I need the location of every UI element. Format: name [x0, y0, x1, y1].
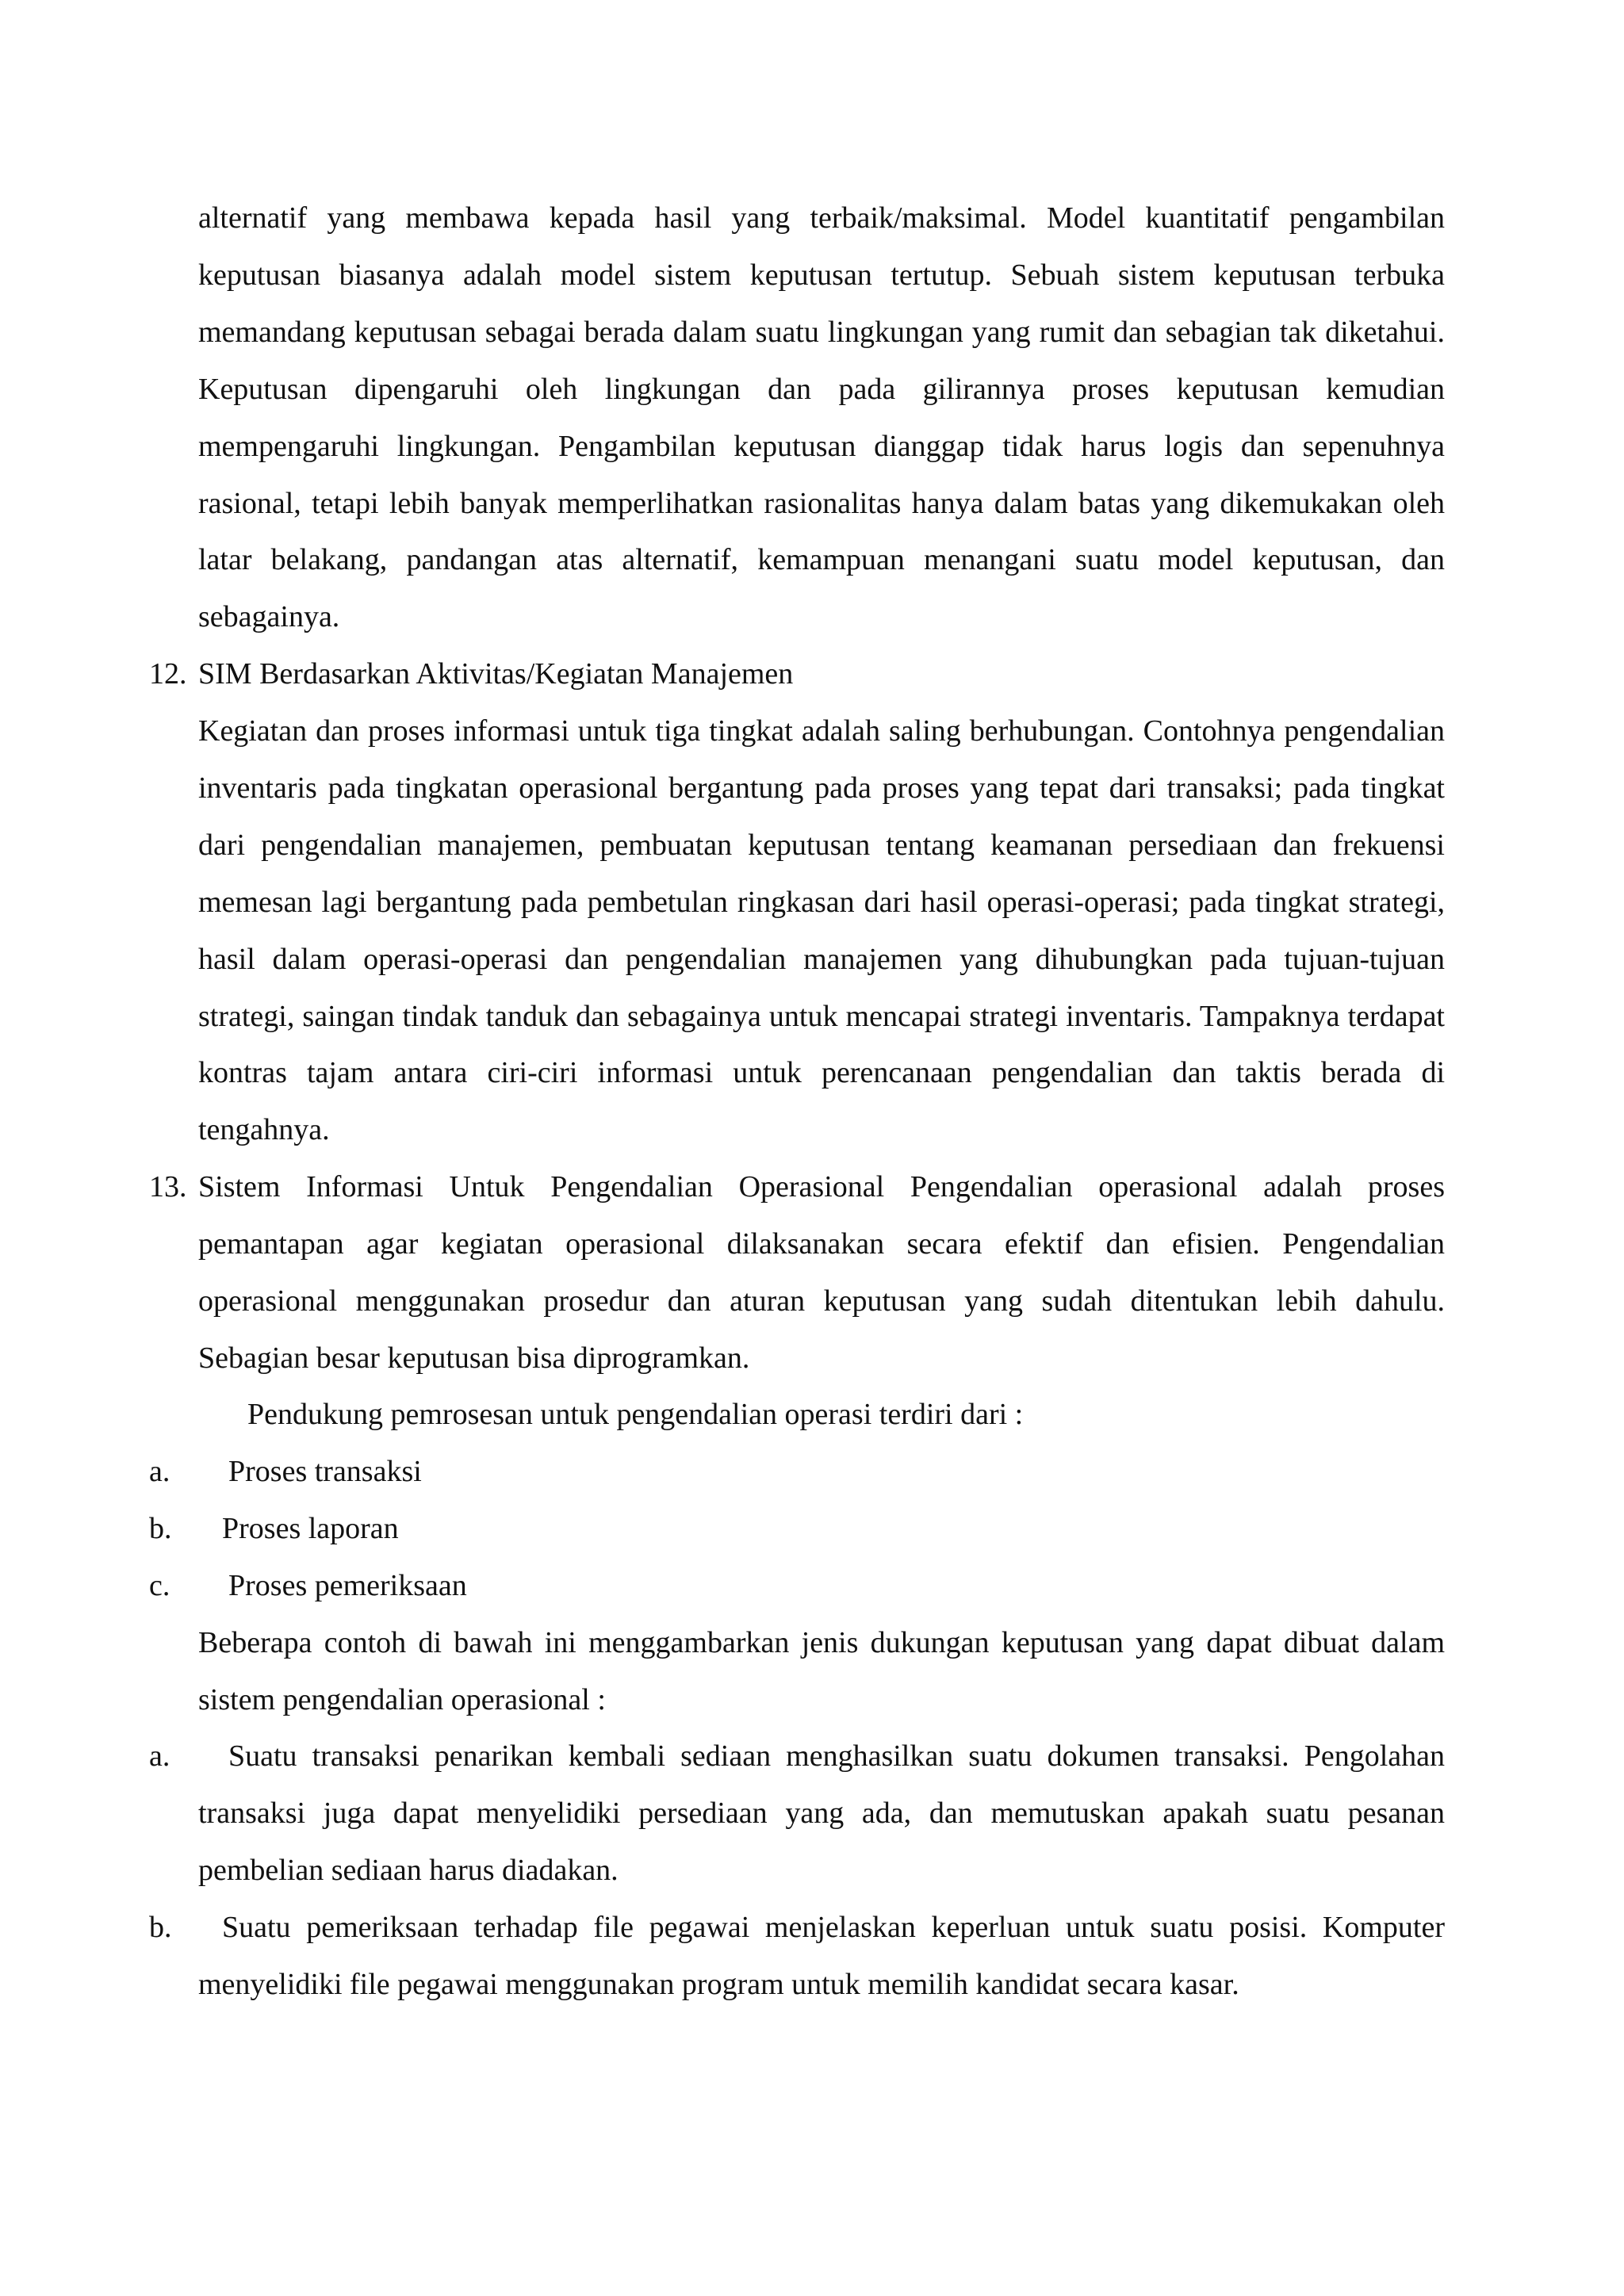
example-item: [149, 1900, 1445, 2014]
list-marker: b.: [149, 1911, 172, 1944]
item-13-text: Sistem Informasi Untuk Pengendalian Operasional Pengendalian operasional adalah proses pemantapan agar kegiatan operasional dilaksanakan secara efektif dan efisien. Pengendalian operasional menggunakan prosedur dan aturan keputusan yang sudah ditentukan lebih dahulu. Sebagian besar keputusan bisa diprogramkan.: [198, 1170, 1445, 1375]
item-13-number: 13.: [149, 1170, 187, 1203]
item-12-number: 12.: [149, 657, 187, 691]
list-item-text: Proses pemeriksaan: [228, 1569, 467, 1602]
example-item: [149, 1728, 1445, 1900]
item-12-body: Kegiatan dan proses informasi untuk tiga tingkat adalah saling berhubungan. Contohnya pengendalian inventaris pada tingkatan operasional bergantung pada proses yang tepat dari transaksi; pada tingkat dari pengendalian manajemen, pembuatan keputusan tentang keamanan persediaan dan frekuensi memesan lagi bergantung pada pembetulan ringkasan dari hasil operasi-operasi; pada tingkat strategi, hasil dalam operasi-operasi dan pengendalian manajemen yang dihubungkan pada tujuan-tujuan strategi, saingan tindak tanduk dan sebagainya untuk mencapai strategi inventaris. Tampaknya terdapat kontras tajam antara ciri-ciri informasi untuk perencanaan pengendalian dan taktis berada di tengahnya.: [198, 714, 1445, 1147]
list-item-text: Proses laporan: [222, 1512, 399, 1545]
list-marker: a.: [149, 1739, 170, 1773]
list-marker: b.: [149, 1512, 172, 1545]
intro-paragraph: alternatif yang membawa kepada hasil yang terbaik/maksimal. Model kuantitatif pengambilan keputusan biasanya adalah model sistem keputusan tertutup. Sebuah sistem keputusan terbuka memandang keputusan sebagai berada dalam suatu lingkungan yang rumit dan sebagian tak diketahui. Keputusan dipengaruhi oleh lingkungan dan pada gilirannya proses keputusan kemudian mempengaruhi lingkungan. Pengambilan keputusan dianggap tidak harus logis dan sepenuhnya rasional, tetapi lebih banyak memperlihatkan rasionalitas hanya dalam batas yang dikemukakan oleh latar belakang, pandangan atas alternatif, kemampuan menangani suatu model keputusan, dan sebagainya.: [198, 201, 1445, 634]
support-list-item: [149, 1558, 1445, 1615]
examples-intro: Beberapa contoh di bawah ini menggambarkan jenis dukungan keputusan yang dapat dibuat dalam sistem pengendalian operasional :: [198, 1626, 1445, 1716]
list-item-text: Proses transaksi: [228, 1455, 422, 1488]
example-text: Suatu transaksi penarikan kembali sediaan menghasilkan suatu dokumen transaksi. Pengolahan transaksi juga dapat menyelidiki persediaan yang ada, dan memutuskan apakah suatu pesanan pembelian sediaan harus diadakan.: [198, 1739, 1445, 1887]
support-list-item: [149, 1444, 1445, 1501]
item-13-paragraph: [149, 1159, 1445, 1387]
item-12-heading-text: SIM Berdasarkan Aktivitas/Kegiatan Manajemen: [198, 657, 794, 691]
support-list-item: [149, 1501, 1445, 1558]
support-intro: Pendukung pemrosesan untuk pengendalian operasi terdiri dari :: [247, 1398, 1024, 1431]
list-marker: c.: [149, 1569, 170, 1602]
example-text: Suatu pemeriksaan terhadap file pegawai menjelaskan keperluan untuk suatu posisi. Komputer menyelidiki file pegawai menggunakan program untuk memilih kandidat secara kasar.: [198, 1911, 1445, 2001]
item-12-heading: [149, 646, 1445, 703]
list-marker: a.: [149, 1455, 170, 1488]
